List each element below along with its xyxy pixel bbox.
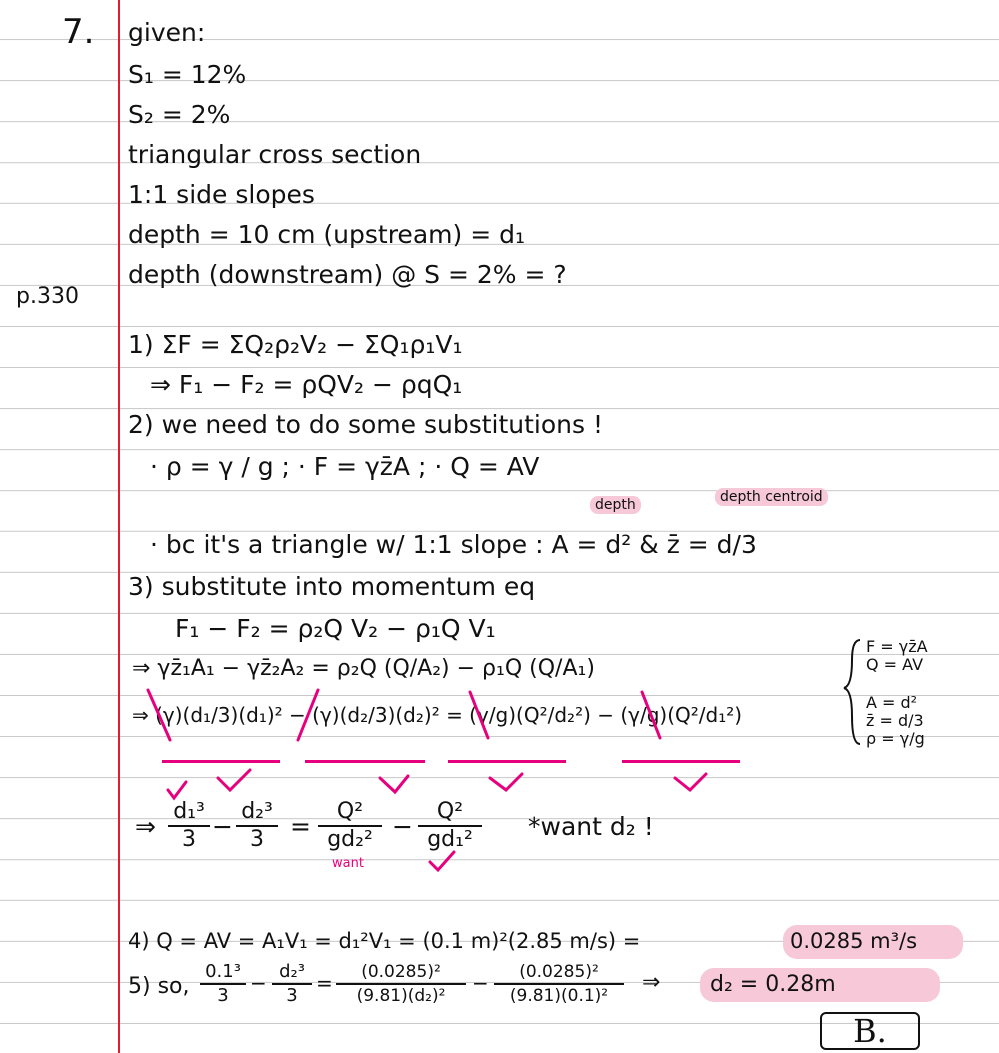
- step1-momentum: 1) ΣF = ΣQ₂ρ₂V₂ − ΣQ₁ρ₁V₁: [128, 330, 463, 359]
- minus-sign-3: −: [250, 971, 267, 995]
- given-heading: given:: [128, 18, 206, 47]
- side-note-brace: [844, 640, 860, 744]
- frac-numerator: d₁³: [173, 799, 205, 824]
- implies-arrow: ⇒: [135, 812, 156, 841]
- implies-arrow-2: ⇒: [642, 970, 661, 995]
- step2-substitutions: · ρ = γ / g ; · F = γz̄A ; · Q = AV: [150, 452, 540, 481]
- given-line-cross-section: triangular cross section: [128, 140, 422, 169]
- step2-triangle-geometry: · bc it's a triangle w/ 1:1 slope : A = d² & z̄ = d/3: [150, 530, 757, 559]
- given-line-s1: S₁ = 12%: [128, 60, 247, 89]
- frac-denominator: gd₁²: [427, 827, 473, 852]
- step2-heading: 2) we need to do some substitutions !: [128, 410, 603, 439]
- frac-denominator: 3: [250, 827, 264, 852]
- side-note-2: Q = AV: [866, 655, 924, 674]
- annotation-depth: depth: [590, 496, 641, 514]
- frac-denominator: (9.81)(d₂)²: [356, 986, 446, 1006]
- step3-substituted: ⇒ γz̄₁A₁ − γz̄₂A₂ = ρ₂Q (Q/A₂) − ρ₁Q (Q/A₁): [132, 656, 595, 681]
- minus-sign-4: −: [472, 971, 489, 995]
- final-answer-box: B.: [820, 1012, 920, 1050]
- problem-number: 7.: [62, 12, 95, 52]
- cancel-mark-1: [148, 690, 170, 740]
- frac-denominator: (9.81)(0.1)²: [509, 986, 609, 1006]
- equals-sign-2: =: [316, 971, 333, 995]
- step3-heading: 3) substitute into momentum eq: [128, 572, 536, 601]
- page-reference: p.330: [16, 284, 79, 309]
- frac-numerator: Q²: [336, 799, 364, 824]
- side-note-4: z̄ = d/3: [866, 711, 924, 730]
- step3-expanded: ⇒ (γ)(d₁/3)(d₁)² − (γ)(d₂/3)(d₂)² = (γ/g)(Q²/d₂²) − (γ/g)(Q²/d₁²): [132, 703, 743, 727]
- want-note-small: want: [332, 856, 364, 871]
- frac-numerator: 0.1³: [205, 961, 241, 982]
- frac-denominator: 3: [182, 827, 196, 852]
- step5-prefix: 5) so,: [128, 974, 190, 999]
- frac-denominator: 3: [217, 985, 229, 1006]
- annotation-depth-centroid: depth centroid: [715, 488, 828, 506]
- check-mark-1: [168, 782, 186, 798]
- side-note-3: A = d²: [866, 693, 918, 712]
- cancel-x-3: [490, 774, 522, 790]
- minus-sign: −: [212, 812, 233, 841]
- step4-flow-rate: 4) Q = AV = A₁V₁ = d₁²V₁ = (0.1 m)²(2.85 m/s) =: [128, 929, 641, 953]
- cancel-x-1: [218, 770, 250, 790]
- step4-result: 0.0285 m³/s: [790, 929, 918, 953]
- frac-numerator: Q²: [436, 799, 464, 824]
- minus-sign-2: −: [392, 812, 413, 841]
- want-d2-note: *want d₂ !: [528, 812, 654, 841]
- cancel-x-2: [380, 776, 408, 792]
- frac-denominator: gd₂²: [327, 827, 373, 852]
- frac-numerator: d₂³: [241, 799, 273, 824]
- frac-denominator: 3: [286, 985, 298, 1006]
- frac-numerator: (0.0285)²: [519, 962, 599, 982]
- given-line-downstream-depth: depth (downstream) @ S = 2% = ?: [128, 260, 567, 289]
- given-line-side-slopes: 1:1 side slopes: [128, 180, 315, 209]
- step5-result: d₂ = 0.28m: [710, 972, 836, 997]
- step3-equation: F₁ − F₂ = ρ₂Q V₂ − ρ₁Q V₁: [175, 614, 496, 643]
- step1-rearranged: ⇒ F₁ − F₂ = ρQV₂ − ρqQ₁: [150, 370, 463, 399]
- cancel-mark-2: [298, 690, 318, 740]
- cancel-mark-3: [470, 692, 488, 738]
- check-mark-2: [430, 852, 454, 870]
- equals-sign: =: [290, 812, 311, 841]
- frac-numerator: (0.0285)²: [361, 962, 441, 982]
- frac-numerator: d₂³: [279, 961, 305, 982]
- cancel-x-4: [675, 774, 706, 790]
- given-line-s2: S₂ = 2%: [128, 100, 231, 129]
- cancel-mark-4: [642, 692, 660, 738]
- given-line-upstream-depth: depth = 10 cm (upstream) = d₁: [128, 220, 525, 249]
- side-note-1: F = γz̄A: [866, 637, 928, 656]
- side-note-5: ρ = γ/g: [866, 729, 925, 748]
